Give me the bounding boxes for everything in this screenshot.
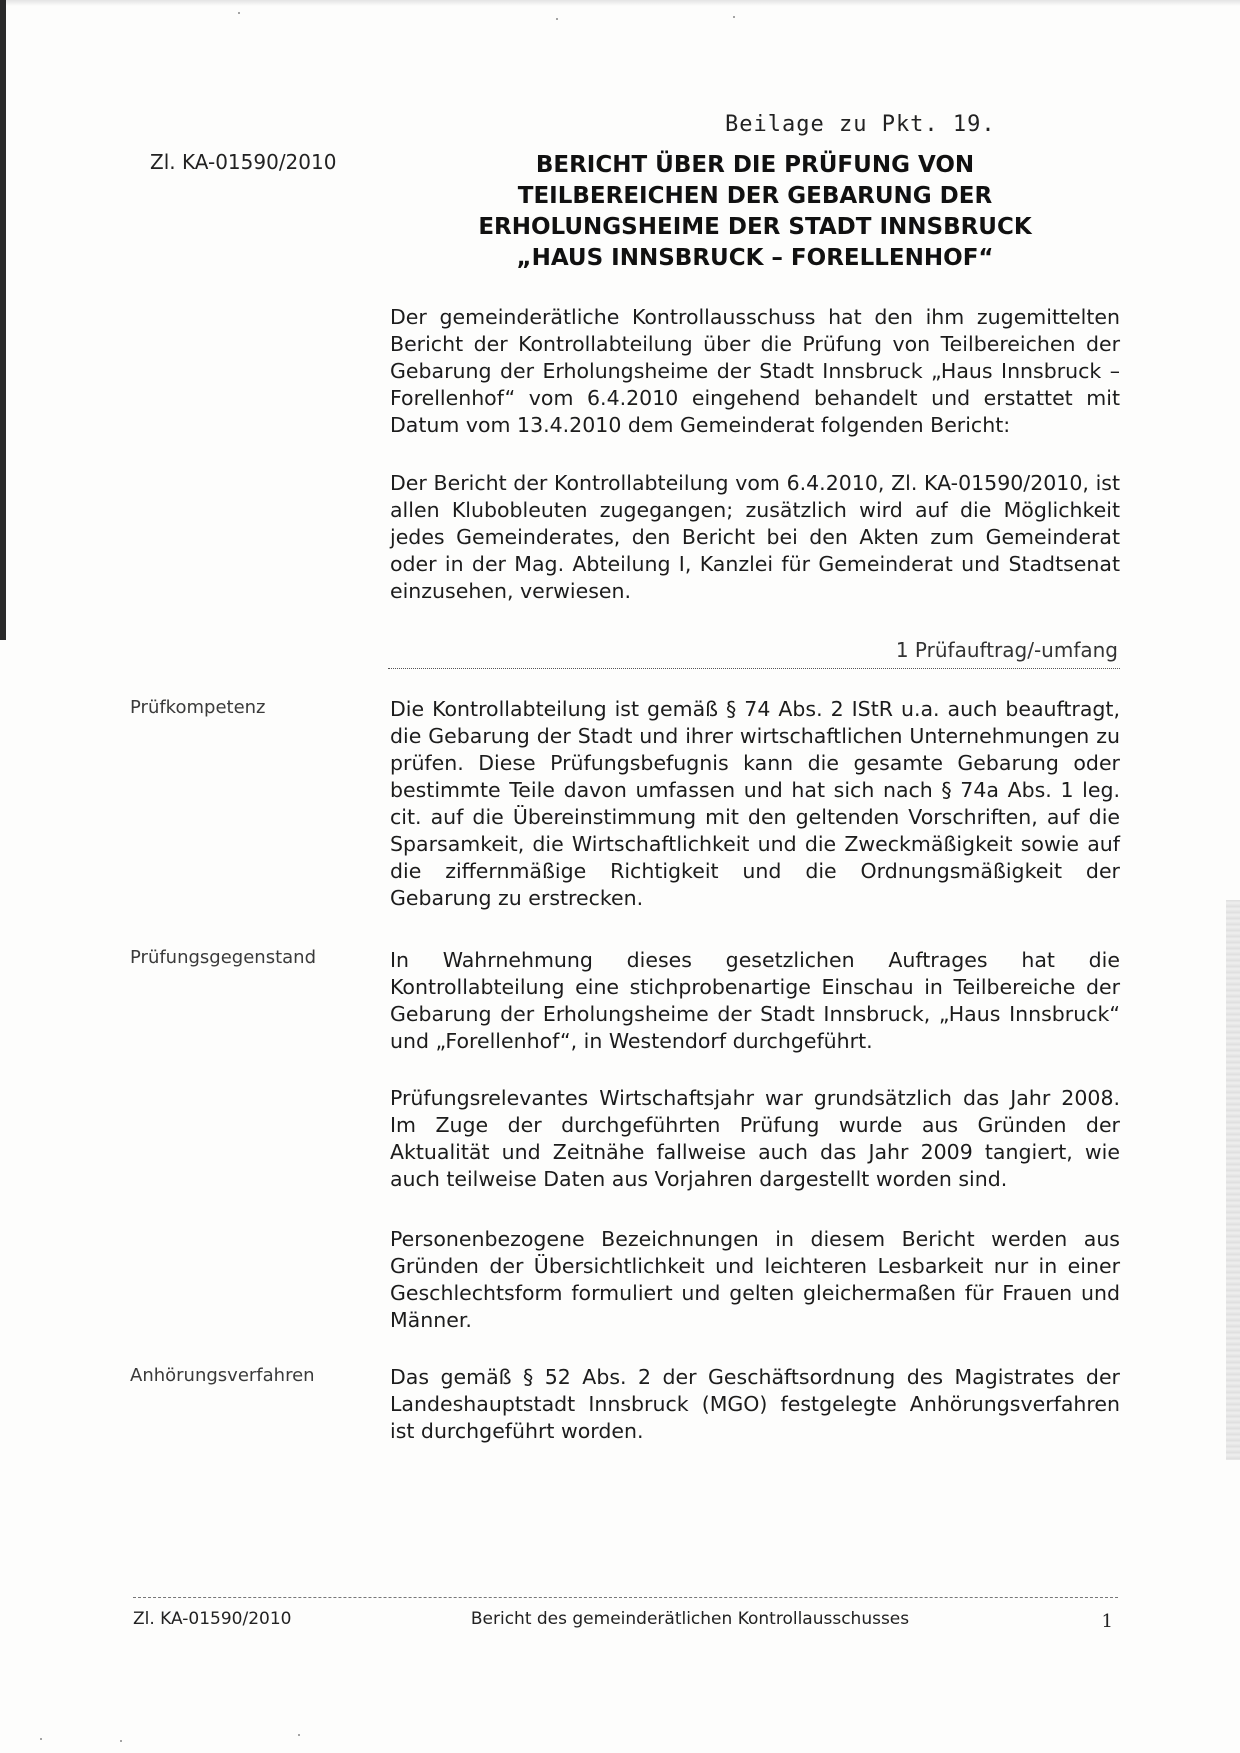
intro-paragraph: Der gemeinderätliche Kontrollausschuss hat den ihm zugemittelten Bericht der Kontrollabteilung über die Prüfung von Teilbereichen der Gebarung der Erholungsheime der Stadt Innsbruck „Haus Innsbruck – Forellenhof“ vom 6.4.2010 eingehend behandelt und erstattet mit Datum vom 13.4.2010 dem Gemeinderat folgenden Bericht:	[390, 305, 1120, 437]
document-title	[440, 150, 1070, 274]
section-paragraph: In Wahrnehmung dieses gesetzlichen Auftrages hat die Kontrollabteilung eine stichprobenartige Einschau in Teilbereiche der Gebarung der Erholungsheime der Stadt Innsbruck, „Haus Innsbruck“ und „Forellenhof“, in Westendorf durchgeführt.	[390, 948, 1120, 1053]
intro-paragraph: Der Bericht der Kontrollabteilung vom 6.4.2010, Zl. KA-01590/2010, ist allen Klubobleuten zugegangen; zusätzlich wird auf die Möglichkeit jedes Gemeinderates, den Bericht bei den Akten zum Gemeinderat oder in der Mag. Abteilung I, Kanzlei für Gemeinderat und Stadtsenat einzusehen, verwiesen.	[390, 471, 1120, 603]
scan-speck	[120, 1740, 122, 1742]
section-paragraph: Personenbezogene Bezeichnungen in diesem Bericht werden aus Gründen der Übersichtlichkeit und leichteren Lesbarkeit nur in einer Geschlechtsform formuliert und gelten gleichermaßen für Frauen und Männer.	[390, 1227, 1120, 1332]
margin-label-anhoerungsverfahren: Anhörungsverfahren	[130, 1365, 315, 1386]
margin-label-pruefungsgegenstand: Prüfungsgegenstand	[130, 947, 317, 968]
title-line: „HAUS INNSBRUCK – FORELLENHOF“	[516, 245, 994, 271]
title-line: ERHOLUNGSHEIME DER STADT INNSBRUCK	[478, 214, 1032, 240]
section-paragraph: Das gemäß § 52 Abs. 2 der Geschäftsordnung des Magistrates der Landeshauptstadt Innsbruck (MGO) festgelegte Anhörungsverfahren ist durchgeführt worden.	[390, 1365, 1120, 1443]
scan-speck	[733, 16, 735, 18]
scan-speck	[238, 12, 240, 14]
section-paragraph: Die Kontrollabteilung ist gemäß § 74 Abs. 2 IStR u.a. auch beauftragt, die Gebarung der Stadt und ihrer wirtschaftlichen Unternehmungen zu prüfen. Diese Prüfungsbefugnis kann die gesamte Gebarung oder bestimmte Teile davon umfassen und hat sich nach § 74a Abs. 1 leg. cit. auf die Übereinstimmung mit den geltenden Vorschriften, auf die Sparsamkeit, die Wirtschaftlichkeit und die Zweckmäßigkeit sowie auf die ziffernmäßige Richtigkeit und die Ordnungsmäßigkeit der Gebarung zu erstrecken.	[390, 697, 1120, 910]
scan-speck	[556, 18, 558, 20]
title-line: BERICHT ÜBER DIE PRÜFUNG VON	[535, 152, 975, 178]
scan-right-edge	[1226, 900, 1240, 1460]
section-heading	[388, 636, 1120, 669]
attachment-note: Beilage zu Pkt. 19.	[725, 112, 996, 137]
section-paragraph: Prüfungsrelevantes Wirtschaftsjahr war grundsätzlich das Jahr 2008. Im Zuge der durchgeführten Prüfung wurde aus Gründen der Aktualität und Zeitnähe fallweise auch das Jahr 2009 tangiert, wie auch teilweise Daten aus Vorjahren dargestellt worden sind.	[390, 1086, 1120, 1191]
margin-label-pruefkompetenz: Prüfkompetenz	[130, 697, 266, 718]
scan-speck	[40, 1738, 42, 1740]
scan-left-edge	[0, 0, 6, 640]
scan-top-shadow	[0, 0, 1240, 6]
footer-title: Bericht des gemeinderätlichen Kontrollausschusses	[470, 1609, 910, 1629]
footer-reference: Zl. KA-01590/2010	[133, 1609, 292, 1629]
reference-number: Zl. KA-01590/2010	[150, 150, 337, 174]
scan-speck	[298, 1734, 300, 1736]
section-heading-text: 1 Prüfauftrag/-umfang	[895, 638, 1118, 662]
title-line: TEILBEREICHEN DER GEBARUNG DER	[517, 183, 993, 209]
page-number: 1	[1101, 1611, 1113, 1632]
footer-divider	[133, 1597, 1118, 1598]
